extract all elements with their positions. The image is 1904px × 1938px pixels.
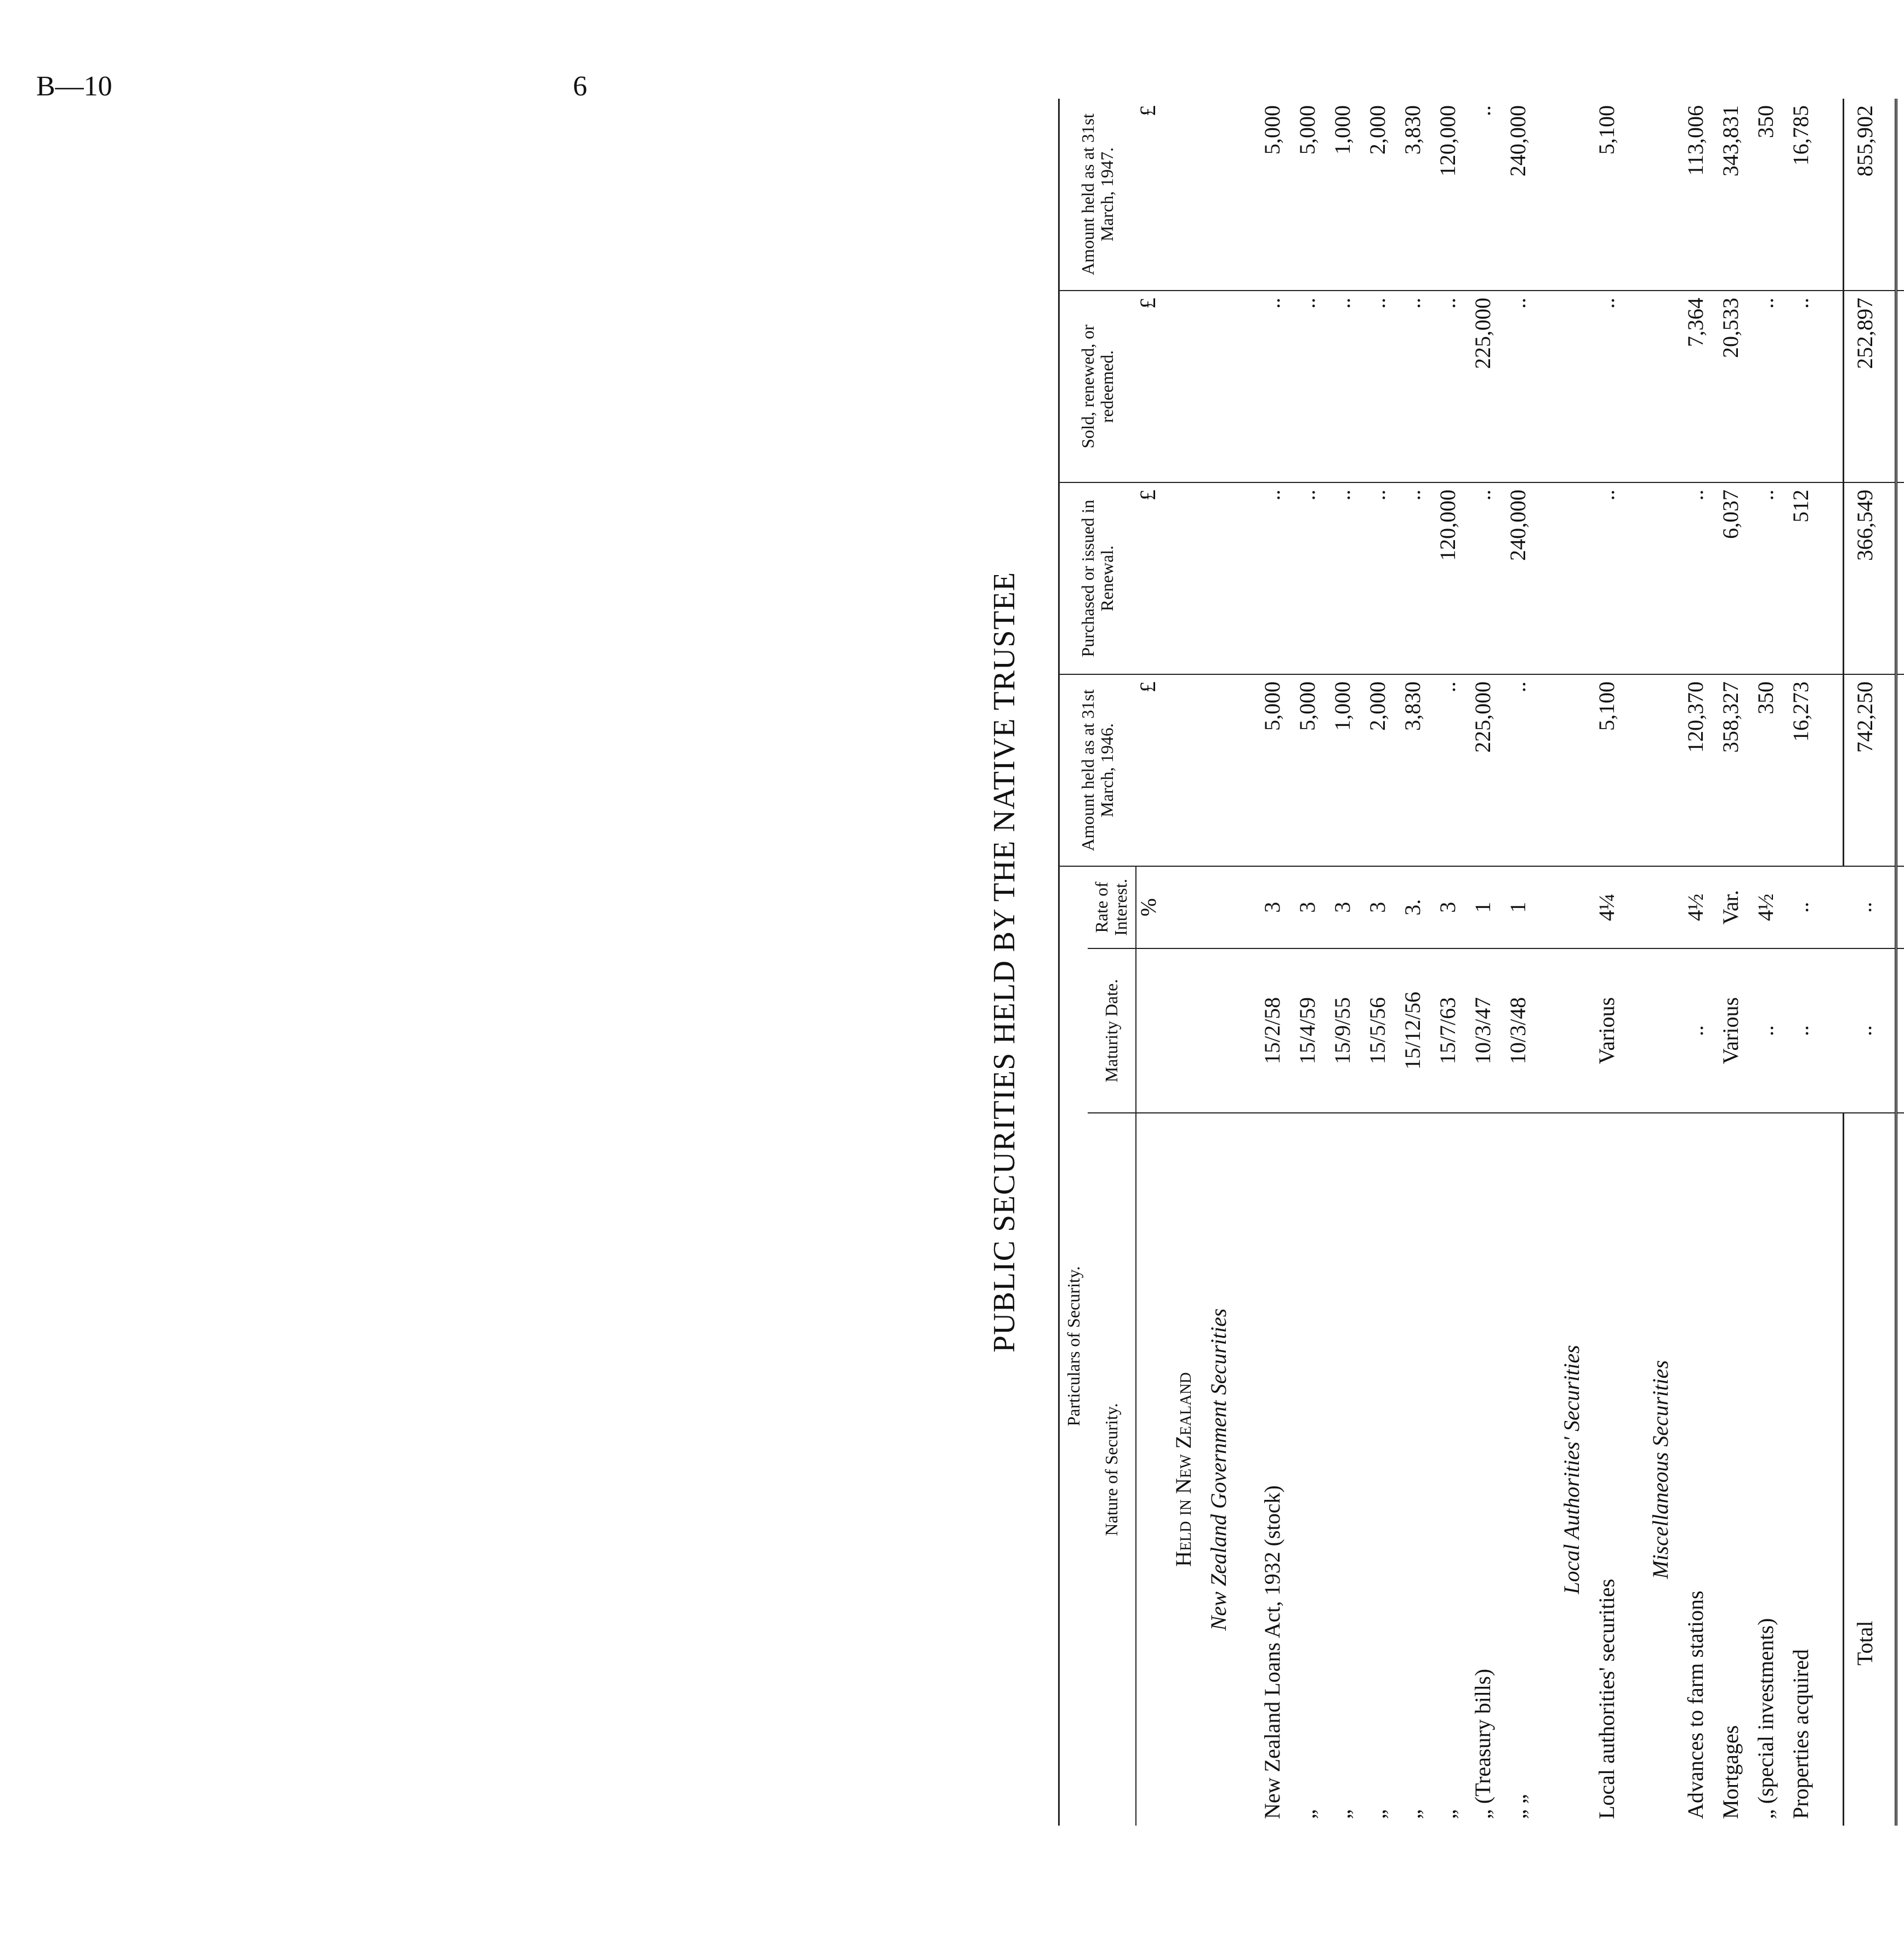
- maturity-cell: 10/3/48: [1506, 948, 1541, 1113]
- pound-unit-sold: £: [1136, 291, 1172, 482]
- rate-cell: 1: [1506, 866, 1541, 948]
- held-1947-cell: 5,100: [1595, 99, 1630, 291]
- held-1947-cell: 240,000: [1506, 99, 1541, 291]
- held-1946-cell: 5,000: [1260, 674, 1295, 866]
- purchased-cell: ..: [1401, 482, 1436, 674]
- table-row: [1366, 99, 1401, 1826]
- held-1946-header: Amount held as at 31st March, 1946.: [1059, 674, 1136, 866]
- held-1947-cell: 3,830: [1401, 99, 1436, 291]
- rate-cell: 4½: [1684, 866, 1719, 948]
- sold-cell: 20,533: [1719, 291, 1754, 482]
- total-held-1947: 855,902: [1843, 99, 1896, 291]
- section-heading-nz: Held in New Zealand: [1170, 1372, 1196, 1567]
- maturity-cell: 10/3/47: [1471, 948, 1506, 1113]
- section-heading-misc: Miscellaneous Securities: [1647, 1360, 1673, 1579]
- total-purchased: 366,549: [1843, 482, 1896, 674]
- table-row: [1506, 99, 1541, 1826]
- held-1946-cell: 5,100: [1595, 674, 1630, 866]
- held-1946-cell: 225,000: [1471, 674, 1506, 866]
- units-row: [1136, 99, 1172, 1826]
- held-1947-cell: 1,000: [1331, 99, 1366, 291]
- purchased-cell: ..: [1295, 482, 1331, 674]
- purchased-cell: ..: [1331, 482, 1366, 674]
- purchased-cell: 120,000: [1436, 482, 1471, 674]
- rate-cell: 4½: [1754, 866, 1789, 948]
- sold-cell: ..: [1366, 291, 1401, 482]
- held-1946-cell: 16,273: [1789, 674, 1824, 866]
- nature-cell: New Zealand Loans Act, 1932 (stock): [1259, 1485, 1285, 1819]
- held-1947-header: Amount held as at 31st March, 1947.: [1059, 99, 1136, 291]
- nature-cell: Local authorities' securities: [1594, 1578, 1619, 1819]
- held-1947-cell: 2,000: [1366, 99, 1401, 291]
- held-1947-cell: 343,831: [1719, 99, 1754, 291]
- nature-cell: Mortgages: [1718, 1725, 1743, 1819]
- nature-cell: „: [1294, 1809, 1320, 1819]
- maturity-cell: ..: [1684, 948, 1719, 1113]
- section-subheading-row: [1207, 99, 1242, 1826]
- section-heading-row: [1172, 99, 1207, 1826]
- rate-cell: 3: [1331, 866, 1366, 948]
- sold-cell: ..: [1260, 291, 1295, 482]
- maturity-cell: ..: [1754, 948, 1789, 1113]
- spacer-row: [1630, 99, 1649, 1826]
- purchased-header: Purchased or issued in Renewal.: [1059, 482, 1136, 674]
- total-label-text: Total: [1852, 1621, 1877, 1666]
- nature-cell: „: [1435, 1809, 1460, 1819]
- maturity-cell: 15/7/63: [1436, 948, 1471, 1113]
- table-row: [1719, 99, 1754, 1826]
- spacer-row: [1824, 99, 1844, 1826]
- purchased-cell: 512: [1789, 482, 1824, 674]
- purchased-cell: ..: [1754, 482, 1789, 674]
- purchased-cell: ..: [1260, 482, 1295, 674]
- rate-cell: 4¼: [1595, 866, 1630, 948]
- total-maturity: ..: [1843, 948, 1896, 1113]
- percent-unit: %: [1136, 866, 1172, 948]
- maturity-cell: 15/5/56: [1366, 948, 1401, 1113]
- purchased-cell: ..: [1595, 482, 1630, 674]
- rate-cell: 3: [1260, 866, 1295, 948]
- table-row: [1471, 99, 1506, 1826]
- table-row: [1295, 99, 1331, 1826]
- section-heading-row: [1649, 99, 1684, 1826]
- maturity-cell: 15/9/55: [1331, 948, 1366, 1113]
- section-heading-row: [1560, 99, 1595, 1826]
- securities-table: [1058, 99, 1904, 1826]
- table-row: [1789, 99, 1824, 1826]
- total-sold: 252,897: [1843, 291, 1896, 482]
- closing-rule-row: [1896, 99, 1904, 1826]
- rate-header: Rate of Interest.: [1088, 866, 1135, 948]
- rate-cell: 3: [1366, 866, 1401, 948]
- held-1947-cell: 16,785: [1789, 99, 1824, 291]
- sold-cell: ..: [1401, 291, 1436, 482]
- nature-cell: Advances to farm stations: [1683, 1590, 1708, 1819]
- held-1946-cell: 5,000: [1295, 674, 1331, 866]
- purchased-cell: 240,000: [1506, 482, 1541, 674]
- rotated-table-region: [987, 99, 1877, 1826]
- purchased-cell: ..: [1684, 482, 1719, 674]
- table-row: [1331, 99, 1366, 1826]
- sold-header: Sold, renewed, or redeemed.: [1059, 291, 1136, 482]
- spacer-row: [1541, 99, 1560, 1826]
- total-held-1946: 742,250: [1843, 674, 1896, 866]
- table-body: [1136, 99, 1904, 1826]
- sold-cell: ..: [1436, 291, 1471, 482]
- pound-unit-1946: £: [1136, 674, 1172, 866]
- held-1946-cell: 120,370: [1684, 674, 1719, 866]
- maturity-cell: 15/4/59: [1295, 948, 1331, 1113]
- held-1946-cell: 358,327: [1719, 674, 1754, 866]
- total-rate: ..: [1843, 866, 1896, 948]
- held-1946-cell: 350: [1754, 674, 1789, 866]
- page-number: 6: [573, 71, 587, 102]
- held-1946-cell: ..: [1436, 674, 1471, 866]
- pound-unit-purchased: £: [1136, 482, 1172, 674]
- nature-cell: „: [1400, 1809, 1425, 1819]
- table-row: [1754, 99, 1789, 1826]
- rate-cell: ..: [1789, 866, 1824, 948]
- purchased-cell: ..: [1366, 482, 1401, 674]
- nature-cell: „ „: [1505, 1794, 1530, 1819]
- sold-cell: ..: [1754, 291, 1789, 482]
- held-1946-cell: 1,000: [1331, 674, 1366, 866]
- document-code: B—10: [36, 71, 112, 102]
- held-1947-cell: ..: [1471, 99, 1506, 291]
- sold-cell: ..: [1506, 291, 1541, 482]
- held-1946-cell: 2,000: [1366, 674, 1401, 866]
- purchased-cell: 6,037: [1719, 482, 1754, 674]
- nature-cell: „ (Treasury bills): [1470, 1668, 1495, 1819]
- maturity-cell: Various: [1719, 948, 1754, 1113]
- maturity-cell: 15/2/58: [1260, 948, 1295, 1113]
- rate-cell: Var.: [1719, 866, 1754, 948]
- nature-cell: „ (special investments): [1753, 1618, 1778, 1819]
- rate-cell: 3: [1436, 866, 1471, 948]
- total-row: [1843, 99, 1896, 1826]
- spacer-row: [1242, 99, 1260, 1826]
- table-row: [1260, 99, 1295, 1826]
- held-1946-cell: 3,830: [1401, 674, 1436, 866]
- held-1947-cell: 113,006: [1684, 99, 1719, 291]
- maturity-cell: Various: [1595, 948, 1630, 1113]
- held-1947-cell: 350: [1754, 99, 1789, 291]
- sold-cell: ..: [1295, 291, 1331, 482]
- section-heading-local: Local Authorities' Securities: [1559, 1345, 1584, 1594]
- maturity-cell: ..: [1789, 948, 1824, 1113]
- table-row: [1436, 99, 1471, 1826]
- section-subheading-nz: New Zealand Government Securities: [1206, 1308, 1231, 1631]
- nature-cell: Properties acquired: [1788, 1649, 1813, 1819]
- held-1947-cell: 120,000: [1436, 99, 1471, 291]
- particulars-header: Particulars of Security.: [1059, 866, 1088, 1826]
- sold-cell: ..: [1595, 291, 1630, 482]
- maturity-header: Maturity Date.: [1088, 948, 1135, 1113]
- sold-cell: 225,000: [1471, 291, 1506, 482]
- purchased-cell: ..: [1471, 482, 1506, 674]
- table-row: [1401, 99, 1436, 1826]
- rate-cell: 3.: [1401, 866, 1436, 948]
- sold-cell: ..: [1789, 291, 1824, 482]
- maturity-cell: 15/12/56: [1401, 948, 1436, 1113]
- table-row: [1684, 99, 1719, 1826]
- rate-cell: 1: [1471, 866, 1506, 948]
- rate-cell: 3: [1295, 866, 1331, 948]
- held-1947-cell: 5,000: [1295, 99, 1331, 291]
- sold-cell: ..: [1331, 291, 1366, 482]
- table-row: [1595, 99, 1630, 1826]
- held-1946-cell: ..: [1506, 674, 1541, 866]
- nature-cell: „: [1329, 1809, 1355, 1819]
- table-title: PUBLIC SECURITIES HELD BY THE NATIVE TRUSTEE: [987, 571, 1021, 1353]
- pound-unit-1947: £: [1136, 99, 1172, 291]
- held-1947-cell: 5,000: [1260, 99, 1295, 291]
- nature-header: Nature of Security.: [1088, 1113, 1135, 1826]
- sold-cell: 7,364: [1684, 291, 1719, 482]
- total-label: [1843, 1113, 1896, 1826]
- nature-cell: „: [1365, 1809, 1390, 1819]
